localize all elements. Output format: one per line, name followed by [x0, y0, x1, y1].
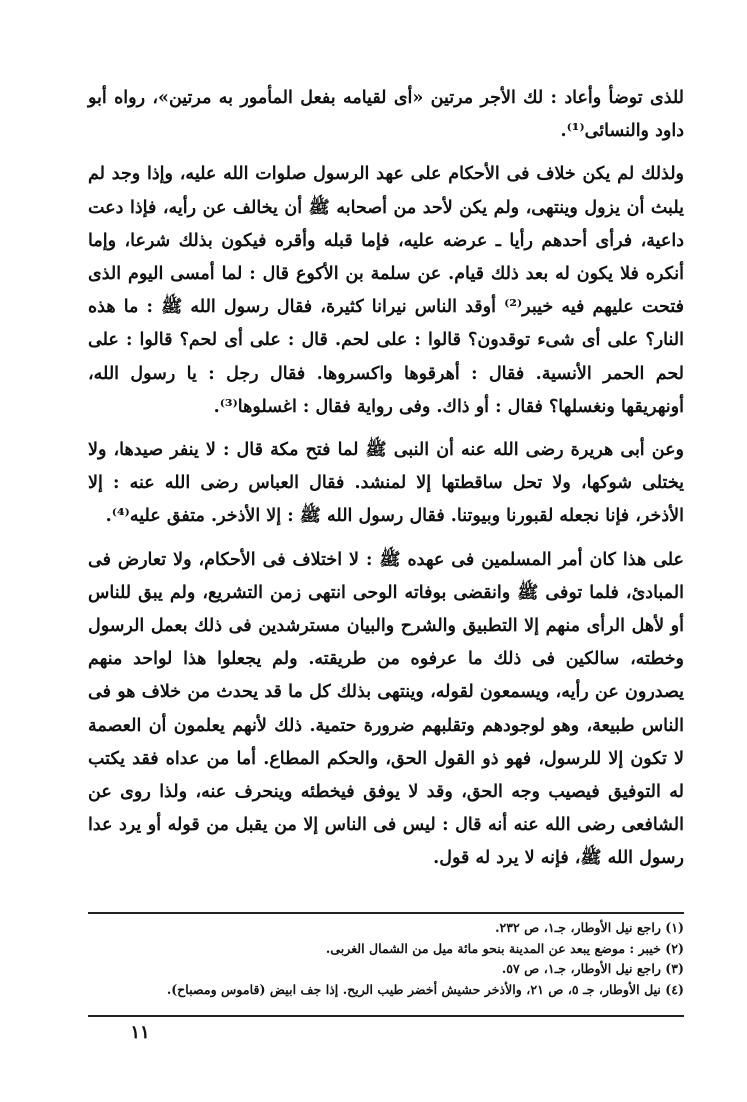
paragraph-1: للذى توضأ وأعاد : لك الأجر مرتين «أى لقيامه بفعل المأمور به مرتين»، رواه أبو داود والنسائى⁽¹⁾.	[88, 88, 684, 142]
page-number: ١١	[130, 1022, 150, 1043]
paragraph-2: ولذلك لم يكن خلاف فى الأحكام على عهد الرسول صلوات الله عليه، وإذا وجد لم يلبث أن يزول وينتهى، ولم يكن لأحد من أصحابه ﷺ أن يخالف عن رأيه، فإذا دعت داعية، فرأى أحدهم رأيا ـ عرضه عليه، فإما قبله وأقره فيكون بذلك شرعا، وإما أنكره فلا يكون له بعد ذلك قيام. عن سلمة بن الأكوع قال : لما أمسى اليوم الذى فتحت عليهم فيه خيبر⁽²⁾ أوقد الناس نيرانا كثيرة، فقال رسول الله ﷺ : ما هذه النار؟ على أى شىء توقدون؟ قالوا : على لحم. قال : على أى لحم؟ قالوا : على لحم الحمر الأنسية. فقال : أهرقوها واكسروها. فقال رجل : يا رسول الله، أونهريقها ونغسلها؟ فقال : أو ذاك. وفى رواية فقال : اغسلوها⁽³⁾.	[88, 164, 684, 417]
paragraph-3: وعن أبى هريرة رضى الله عنه أن النبى ﷺ لما فتح مكة قال : لا ينفر صيدها، ولا يختلى شوكها، ولا تحل ساقطتها إلا لمنشد. فقال العباس رضى الله عنه : إلا الأذخر، فإنا نجعله لقبورنا وبيوتنا. فقال رسول الله ﷺ : إلا الأذخر. متفق عليه⁽⁴⁾.	[88, 440, 684, 527]
footnote-1: (١) راجع نيل الأوطار، جـ١، ص ٢٣٢.	[495, 920, 684, 935]
footnotes	[88, 918, 684, 1000]
footnote-4: (٤) نيل الأوطار، جـ ٥، ص ٢١، والأذخر حشيش أخضر طيب الريح. إذا جف ابيض (قاموس ومصباح).	[166, 981, 684, 997]
footnote-3: (٣) راجع نيل الأوطار، جـ١، ص ٥٧.	[501, 961, 684, 977]
page-footer-divider	[88, 1015, 684, 1017]
main-text	[88, 82, 684, 886]
paragraph-4: على هذا كان أمر المسلمين فى عهده ﷺ : لا اختلاف فى الأحكام، ولا تعارض فى المبادئ، فلما توفى ﷺ وانقضى بوفاته الوحى انتهى زمن التشريع، ولم يبق للناس أو لأهل الرأى منهم إلا التطبيق والشرح والبيان مسترشدين فى ذلك بعمل الرسول وخطته، سالكين فى ذلك ما عرفوه من طريقته. ولم يجعلوا هذا لواحد منهم يصدرون عن رأيه، ويسمعون لقوله، وينتهى بذلك كل ما قد يحدث من خلاف هو فى الناس طبيعة، وهو لوجودهم وتقلبهم ضرورة حتمية. ذلك لأنهم يعلمون أن العصمة لا تكون إلا للرسول، فهو ذو القول الحق، والحكم المطاع. أما من عداه فقد يكتب له التوفيق فيصيب وجه الحق، وقد لا يوفق فيخطئه وينحرف عنه، ولذا روى عن الشافعى رضى الله عنه أنه قال : ليس فى الناس إلا من يقبل من قوله أو يرد عدا رسول الله ﷺ، فإنه لا يرد له قول.	[88, 549, 684, 869]
footnote-2: (٢) خيبر : موضع يبعد عن المدينة بنحو مائة ميل من الشمال الغربى.	[325, 940, 684, 956]
footnote-divider	[88, 912, 684, 914]
